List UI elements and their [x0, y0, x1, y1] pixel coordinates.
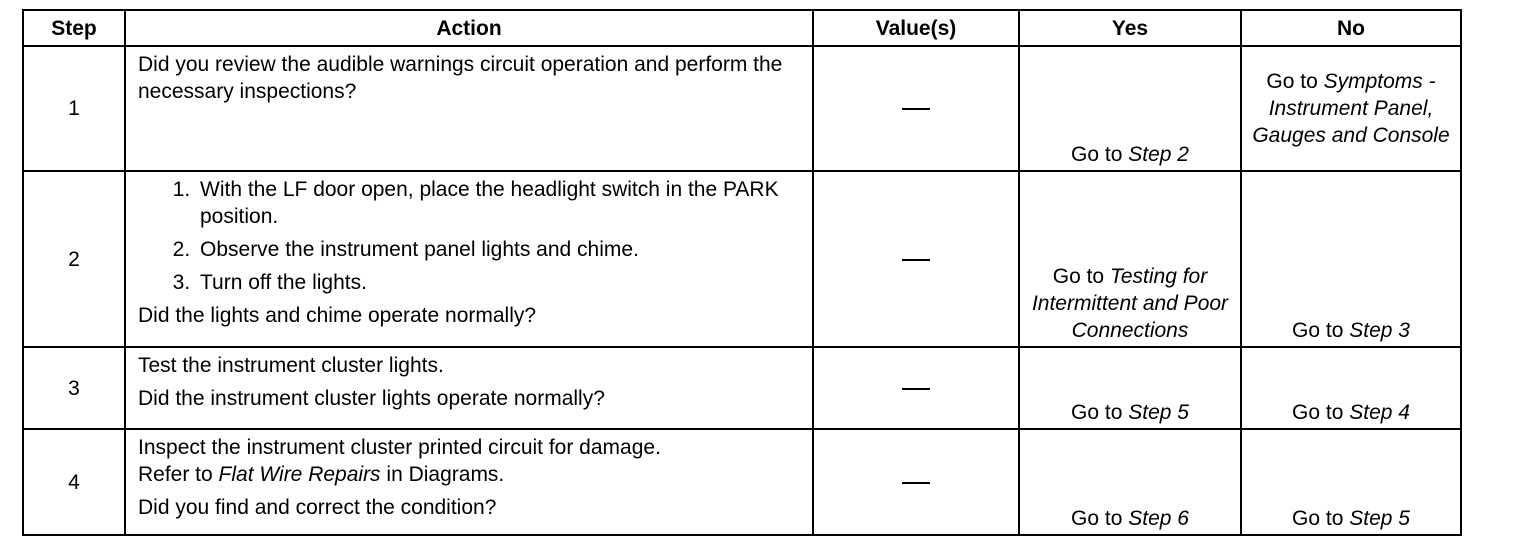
header-action: Action: [125, 10, 813, 46]
table-row: [23, 171, 1461, 347]
diagnostic-table: [22, 9, 1462, 536]
list-item: 2. Observe the instrument panel lights and chime.: [196, 236, 802, 263]
action-text: Test the instrument cluster lights.: [138, 354, 444, 377]
refer-suffix: in Diagrams.: [380, 463, 505, 486]
value-dash: [902, 108, 930, 110]
no-prefix: Go to: [1292, 319, 1350, 342]
action-question: Did you find and correct the condition?: [138, 496, 497, 519]
refer-link[interactable]: Flat Wire Repairs: [218, 463, 381, 486]
action-cell: [125, 46, 813, 171]
yes-prefix: Go to: [1071, 507, 1129, 530]
no-link[interactable]: Step 5: [1349, 507, 1410, 530]
diagnostic-table-container: [22, 9, 1459, 536]
action-question: Did the instrument cluster lights operate normally?: [138, 387, 605, 410]
step-number: 2: [23, 171, 125, 347]
value-dash: [902, 259, 930, 261]
value-cell: [813, 46, 1019, 171]
value-cell: [813, 171, 1019, 347]
no-cell: [1241, 46, 1461, 171]
action-steps-list: [138, 176, 802, 296]
yes-prefix: Go to: [1052, 265, 1110, 288]
refer-text: [138, 461, 802, 488]
header-values: Value(s): [813, 10, 1019, 46]
value-dash: [902, 388, 930, 390]
value-dash: [902, 482, 930, 484]
no-cell: [1241, 171, 1461, 347]
action-cell: [125, 347, 813, 429]
no-link[interactable]: Step 4: [1349, 401, 1410, 424]
action-text: Did you review the audible warnings circuit operation and perform the necessary inspections?: [138, 53, 783, 103]
yes-link[interactable]: Step 5: [1128, 401, 1189, 424]
step-number: 3: [23, 347, 125, 429]
action-cell: [125, 429, 813, 535]
no-cell: [1241, 347, 1461, 429]
action-text: Inspect the instrument cluster printed circuit for damage.: [138, 436, 661, 459]
table-header-row: [23, 10, 1461, 46]
table-row: [23, 347, 1461, 429]
yes-cell: [1019, 171, 1241, 347]
value-cell: [813, 347, 1019, 429]
header-no: No: [1241, 10, 1461, 46]
header-yes: Yes: [1019, 10, 1241, 46]
value-cell: [813, 429, 1019, 535]
action-question: Did the lights and chime operate normally?: [138, 304, 537, 327]
yes-cell: [1019, 429, 1241, 535]
step-number: 4: [23, 429, 125, 535]
list-item: 3. Turn off the lights.: [196, 269, 802, 296]
table-row: [23, 46, 1461, 171]
yes-link[interactable]: Step 2: [1128, 143, 1189, 166]
yes-cell: [1019, 46, 1241, 171]
yes-prefix: Go to: [1071, 401, 1129, 424]
no-prefix: Go to: [1266, 70, 1324, 93]
yes-prefix: Go to: [1071, 143, 1129, 166]
no-prefix: Go to: [1292, 401, 1350, 424]
refer-prefix: Refer to: [138, 463, 219, 486]
yes-link[interactable]: Step 6: [1128, 507, 1189, 530]
no-link[interactable]: Symptoms - Instrument Panel, Gauges and Console: [1252, 70, 1450, 147]
table-row: [23, 429, 1461, 535]
no-cell: [1241, 429, 1461, 535]
list-item: 1. With the LF door open, place the headlight switch in the PARK position.: [196, 176, 802, 230]
yes-cell: [1019, 347, 1241, 429]
action-cell: [125, 171, 813, 347]
header-step: Step: [23, 10, 125, 46]
step-number: 1: [23, 46, 125, 171]
yes-link[interactable]: Testing for Intermittent and Poor Connections: [1031, 265, 1229, 342]
no-link[interactable]: Step 3: [1349, 319, 1410, 342]
no-prefix: Go to: [1292, 507, 1350, 530]
